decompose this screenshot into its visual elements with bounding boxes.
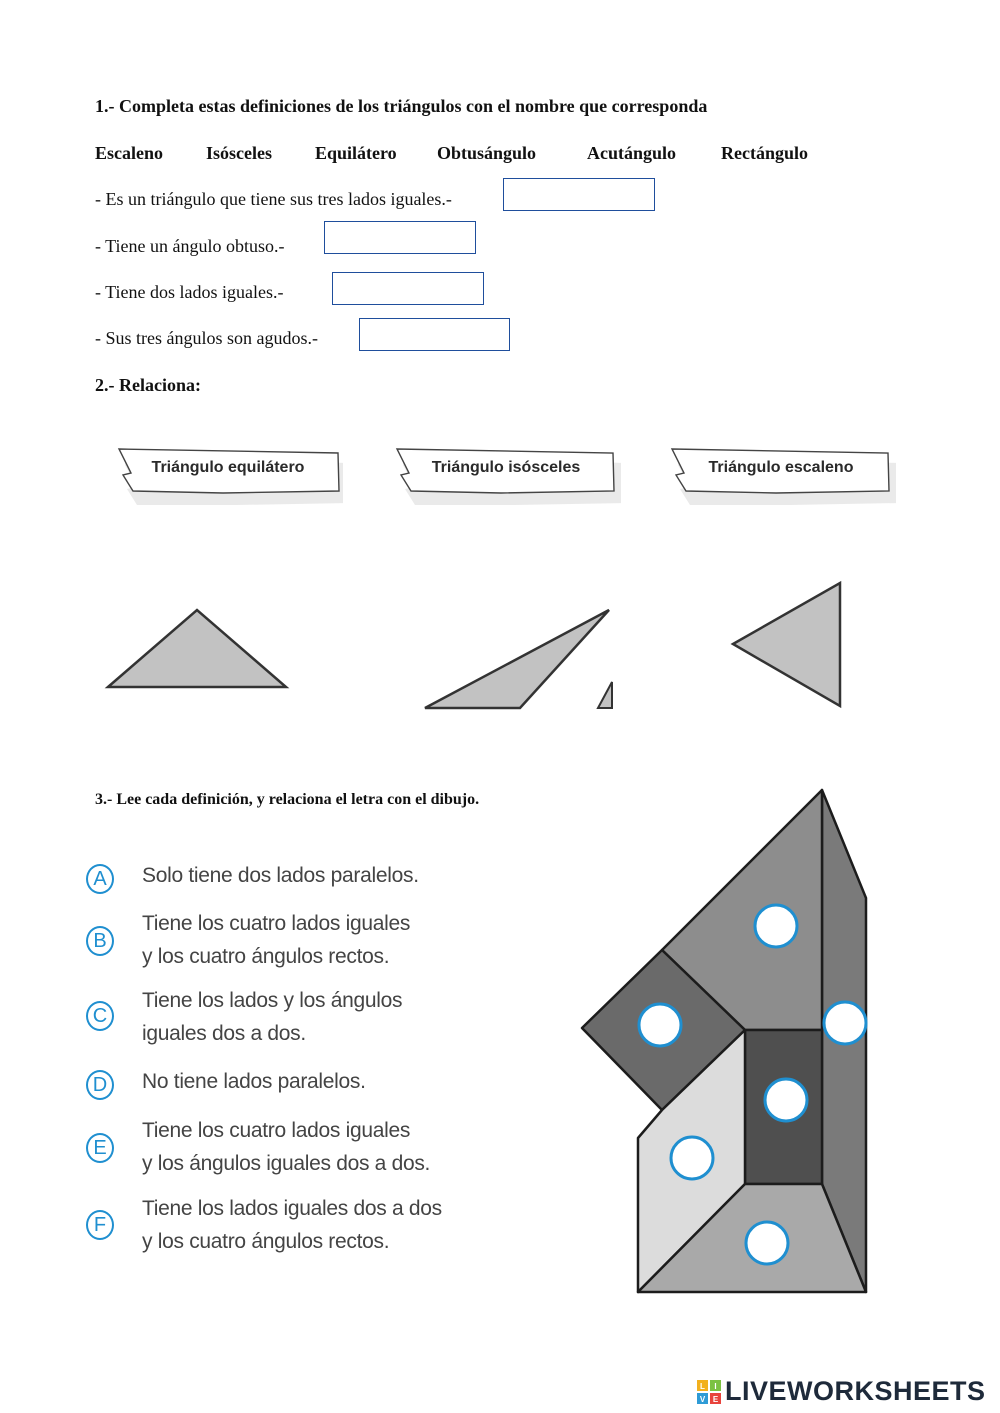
definition-e-line-1: Tiene los cuatro lados iguales	[142, 1119, 411, 1142]
triangles-row	[0, 570, 1000, 720]
tag-isosceles-shape	[391, 445, 621, 515]
answer-input-1[interactable]	[503, 178, 655, 211]
section1-heading: 1.- Completa estas definiciones de los triángulos con el nombre que corresponda	[95, 96, 708, 116]
answer-circle-dark-rectangle[interactable]	[765, 1079, 807, 1121]
letter-e-icon: E	[86, 1133, 114, 1163]
definition-e	[142, 1114, 430, 1180]
section2-heading: 2.- Relaciona:	[95, 375, 201, 395]
answer-input-4[interactable]	[359, 318, 510, 351]
definition-e-line-2: y los ángulos iguales dos a dos.	[142, 1152, 431, 1175]
letter-b-icon: B	[86, 926, 114, 956]
letter-d-icon: D	[86, 1070, 114, 1100]
definition-d-line-1: No tiene lados paralelos.	[142, 1070, 366, 1093]
definition-a-line-1: Solo tiene dos lados paralelos.	[142, 864, 419, 887]
tag-equilatero-label: Triángulo equilátero	[151, 459, 305, 476]
definition-f	[142, 1192, 442, 1258]
letter-a-icon: A	[86, 864, 114, 894]
word-rectangulo: Rectángulo	[721, 143, 808, 163]
letter-c-icon: C	[86, 1001, 114, 1031]
word-acutangulo: Acutángulo	[587, 143, 677, 163]
tag-escaleno-label: Triángulo escaleno	[708, 459, 854, 476]
definition-c-line-1: Tiene los lados y los ángulos	[142, 989, 403, 1012]
brand-name[interactable]: LIVEWORKSHEETS	[725, 1376, 986, 1406]
question-4-text: - Sus tres ángulos son agudos.-	[95, 328, 318, 348]
definition-f-line-2: y los cuatro ángulos rectos.	[142, 1230, 390, 1253]
answer-circle-bottom[interactable]	[746, 1222, 788, 1264]
word-obtusangulo: Obtusángulo	[437, 143, 537, 163]
tag-escaleno[interactable]	[666, 445, 896, 515]
definition-d	[142, 1065, 366, 1098]
question-1-text: - Es un triángulo que tiene sus tres lados iguales.-	[95, 189, 452, 209]
answer-input-3[interactable]	[332, 272, 484, 305]
definition-f-line-1: Tiene los lados iguales dos a dos	[142, 1197, 442, 1220]
definition-b-line-2: y los cuatro ángulos rectos.	[142, 945, 390, 968]
question-2-text: - Tiene un ángulo obtuso.-	[95, 236, 285, 256]
triangle-isosceles-pointing-left	[733, 583, 840, 706]
tag-escaleno-shape	[666, 445, 896, 515]
word-equilatero: Equilátero	[315, 143, 397, 163]
definition-a	[142, 859, 419, 892]
tag-isosceles-label: Triángulo isósceles	[431, 459, 581, 476]
quadrilaterals-figure	[570, 780, 880, 1300]
liveworksheets-logo-icon	[697, 1380, 721, 1404]
word-isosceles: Isósceles	[206, 143, 272, 163]
answer-input-2[interactable]	[324, 221, 476, 254]
definition-c-line-2: iguales dos a dos.	[142, 1022, 306, 1045]
logo-letter-e: E	[712, 1395, 719, 1404]
logo-letter-l: L	[700, 1382, 705, 1391]
tag-equilatero[interactable]	[113, 445, 343, 515]
letter-f-icon: F	[86, 1210, 114, 1240]
word-escaleno: Escaleno	[95, 143, 164, 163]
section3-heading: 3.- Lee cada definición, y relaciona el letra con el dibujo.	[95, 791, 480, 808]
tag-equilatero-shape	[113, 445, 343, 515]
logo-letter-i: I	[714, 1382, 717, 1391]
answer-circle-top[interactable]	[755, 905, 797, 947]
answer-circle-light-left[interactable]	[671, 1137, 713, 1179]
tag-isosceles[interactable]	[391, 445, 621, 515]
definition-c	[142, 984, 402, 1050]
answer-circle-right-strip[interactable]	[824, 1002, 866, 1044]
question-3-text: - Tiene dos lados iguales.-	[95, 282, 284, 302]
definition-b-line-1: Tiene los cuatro lados iguales	[142, 912, 411, 935]
logo-letter-v: V	[699, 1395, 706, 1404]
answer-circle-rotated-square[interactable]	[639, 1004, 681, 1046]
triangle-obtuse-isosceles	[108, 610, 286, 687]
definition-b	[142, 907, 410, 973]
triangle-scalene-obtuse	[425, 610, 609, 708]
triangle-fragment	[598, 682, 612, 708]
